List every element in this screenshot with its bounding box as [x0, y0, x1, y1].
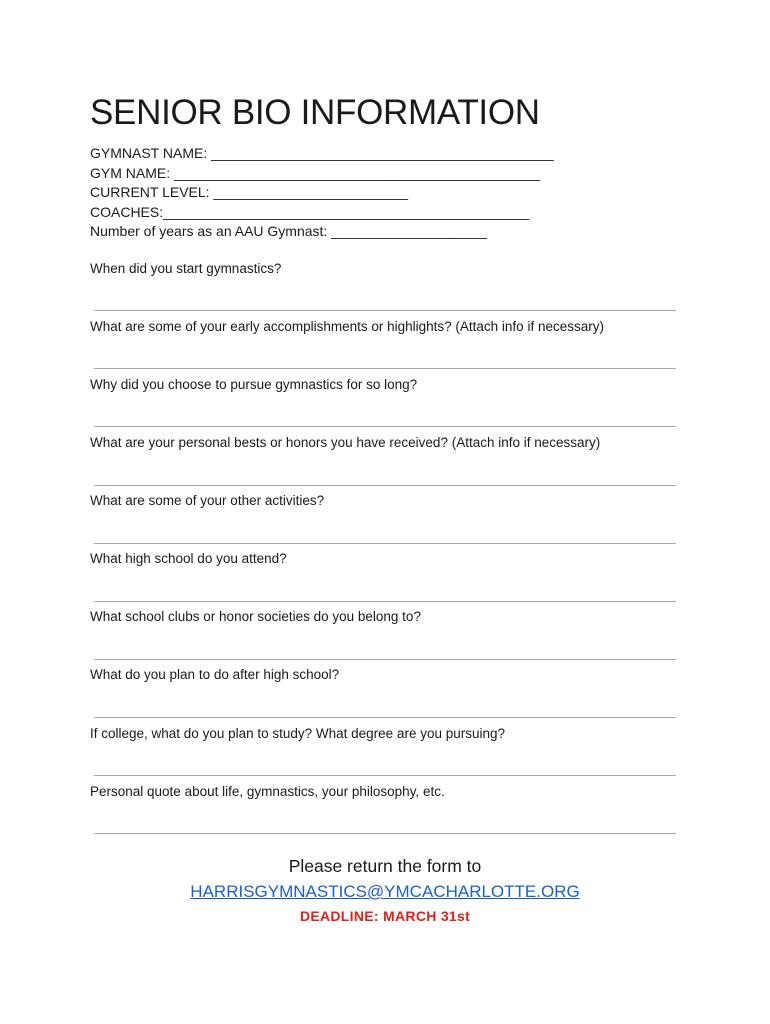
gymnast-name-field[interactable]: GYMNAST NAME: ____________________________________________: [90, 145, 554, 161]
answer-line-personal-quote[interactable]: [94, 833, 676, 834]
coaches-field[interactable]: COACHES:_______________________________________________: [90, 203, 530, 220]
answer-line-school-clubs[interactable]: [94, 659, 676, 660]
question-high-school: What high school do you attend?: [90, 551, 287, 566]
question-early-accomplishments: What are some of your early accomplishments or highlights? (Attach info if necessary): [90, 319, 604, 334]
question-college-study: If college, what do you plan to study? What degree are you pursuing?: [90, 726, 506, 741]
page-title: SENIOR BIO INFORMATION: [90, 93, 540, 132]
years-aau-field[interactable]: Number of years as an AAU Gymnast: ____________________: [90, 223, 487, 240]
question-other-activities: What are some of your other activities?: [90, 493, 325, 508]
return-instruction: Please return the form to: [288, 856, 482, 876]
question-personal-quote: Personal quote about life, gymnastics, your philosophy, etc.: [90, 784, 445, 799]
question-personal-bests: What are your personal bests or honors you have received? (Attach info if necessary): [90, 435, 601, 450]
answer-line-why-pursue[interactable]: [94, 426, 676, 427]
answer-line-high-school[interactable]: [94, 601, 676, 602]
answer-line-start-gymnastics[interactable]: [94, 310, 676, 311]
current-level-field[interactable]: CURRENT LEVEL: _________________________: [90, 184, 409, 201]
gym-name-field[interactable]: GYM NAME: _______________________________________________: [90, 164, 540, 181]
question-after-high-school: What do you plan to do after high school?: [90, 667, 340, 682]
question-start-gymnastics: When did you start gymnastics?: [90, 261, 282, 276]
answer-line-early-accomplishments[interactable]: [94, 368, 676, 369]
question-school-clubs: What school clubs or honor societies do you belong to?: [90, 609, 421, 624]
answer-line-other-activities[interactable]: [94, 543, 676, 544]
answer-line-after-high-school[interactable]: [94, 717, 676, 718]
deadline-notice: DEADLINE: MARCH 31st: [299, 908, 471, 924]
question-why-pursue: Why did you choose to pursue gymnastics for so long?: [90, 377, 418, 392]
answer-line-college-study[interactable]: [94, 775, 676, 776]
email-link[interactable]: HARRISGYMNASTICS@YMCACHARLOTTE.ORG: [190, 882, 580, 901]
answer-line-personal-bests[interactable]: [94, 485, 676, 486]
gymnast-info-fields: [90, 144, 554, 242]
